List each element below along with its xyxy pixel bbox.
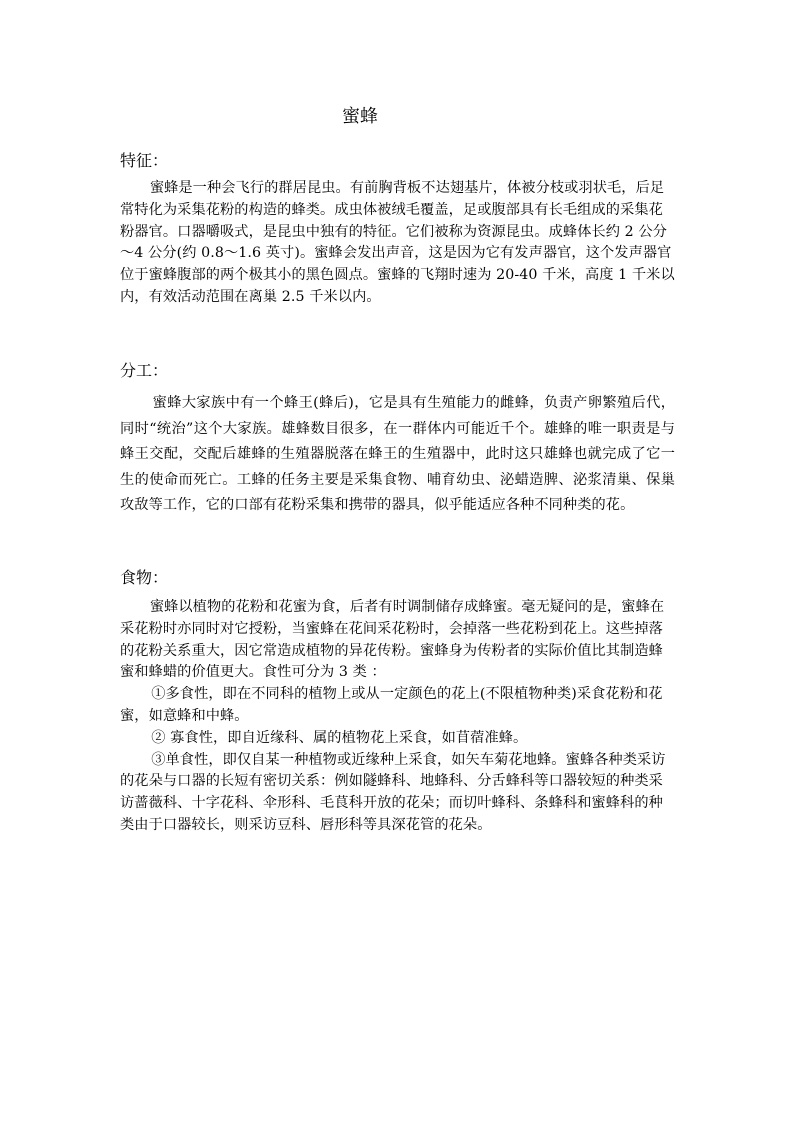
section-heading-division: 分工： bbox=[120, 361, 169, 380]
paragraph: 蜜蜂是一种会飞行的群居昆虫。有前胸背板不达翅基片，体被分枝或羽状毛，后足常特化为采集花粉的构造的蜂类。成虫体被绒毛覆盖，足或腹部具有长毛组成的采集花粉器官。口器嚼吸式，是昆虫中独有的特征。它们被称为资源昆虫。成蜂体长约 2 公分～4 公分(约 0.8～1.6 英寸)。蜜蜂会发出声音，这是因为它有发声器官，这个发声器官位于蜜蜂腹部的两个极其小的黑色圆点。蜜蜂的飞翔时速为 20-40 千米，高度 1 千米以内，有效活动范围在离巢 2.5 千米以内。 bbox=[120, 180, 675, 305]
section-body-food bbox=[120, 597, 675, 837]
list-item-polyphagy: ①多食性，即在不同科的植物上或从一定颜色的花上(不限植物种类)采食花粉和花蜜，如意蜂和中蜂。 bbox=[120, 686, 663, 724]
list-item-monophagy: ③单食性，即仅自某一种植物或近缘种上采食，如矢车菊花地蜂。蜜蜂各种类采访的花朵与口器的长短有密切关系：例如隧蜂科、地蜂科、分舌蜂科等口器较短的种类采访蔷薇科、十字花科、伞形科、毛茛科开放的花朵；而切叶蜂科、条蜂科和蜜蜂科的种类由于口器较长，则采访豆科、唇形科等具深花管的花朵。 bbox=[120, 751, 666, 833]
section-body-division bbox=[120, 391, 675, 519]
list-item-oligophagy: ② 寡食性，即自近缘科、属的植物花上采食，如苜蓿准蜂。 bbox=[151, 729, 528, 746]
section-body-features bbox=[120, 178, 675, 309]
section-heading-features: 特征： bbox=[120, 151, 169, 170]
paragraph: 蜜蜂以植物的花粉和花蜜为食，后者有时调制储存成蜂蜜。毫无疑问的是，蜜蜂在采花粉时亦同时对它授粉，当蜜蜂在花间采花粉时，会掉落一些花粉到花上。这些掉落的花粉关系重大，因它常造成植物的异花传粉。蜜蜂身为传粉者的实际价值比其制造蜂蜜和蜂蜡的价值更大。食性可分为 3 类 ： bbox=[120, 599, 665, 681]
section-heading-food: 食物： bbox=[120, 568, 169, 587]
paragraph: 蜜蜂大家族中有一个蜂王(蜂后)，它是具有生殖能力的雌蜂，负责产卵繁殖后代，同时“统治”这个大家族。雄蜂数目很多，在一群体内可能近千个。雄蜂的唯一职责是与蜂王交配，交配后雄蜂的生殖器脱落在蜂王的生殖器中，此时这只雄蜂也就完成了它一生的使命而死亡。工蜂的任务主要是采集食物、哺育幼虫、泌蜡造脾、泌浆清巢、保巢攻敌等工作，它的口部有花粉采集和携带的器具，似乎能适应各种不同种类的花。 bbox=[120, 395, 675, 513]
document-title: 蜜蜂 bbox=[342, 106, 378, 127]
